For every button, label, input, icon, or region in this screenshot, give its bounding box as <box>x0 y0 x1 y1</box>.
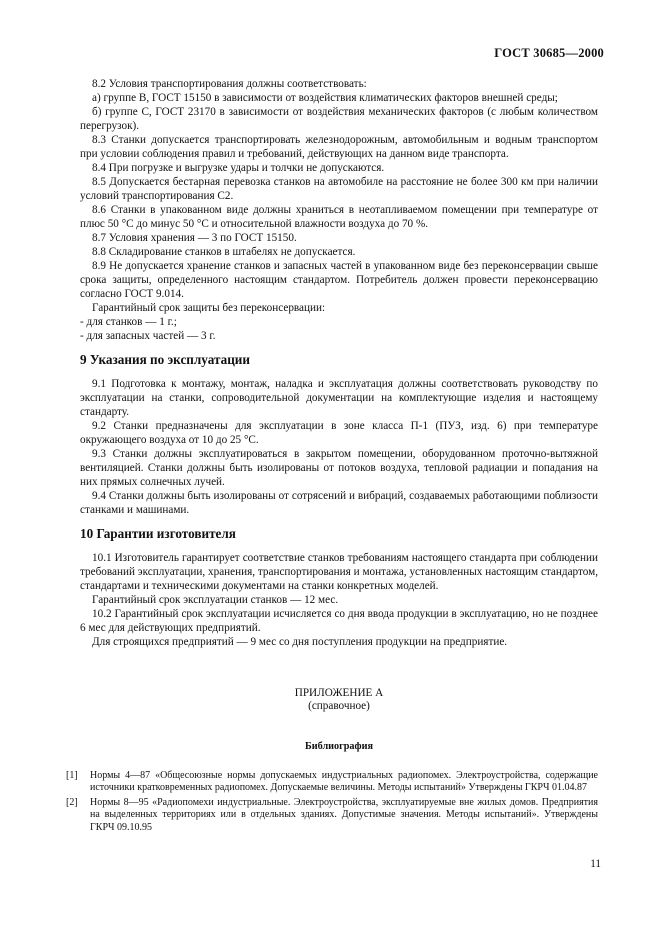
page-content <box>66 77 598 836</box>
paragraph-8-2-a: а) группе В, ГОСТ 15150 в зависимости от воздействия климатических факторов внешней среды; <box>92 92 558 104</box>
paragraph-10-2: 10.2 Гарантийный срок эксплуатации исчисляется со дня ввода продукции в эксплуатацию, но не позднее 6 мес для действующих предприятий. <box>80 608 598 634</box>
bibliography-text: Нормы 8—95 «Радиопомехи индустриальные. Электроустройства, эксплуатируемые вне жилых домов. Предприятия на выделенных территориях или в отдельных зданиях. Допустимые значения. Методы испытаний». Утверждены ГКРЧ 09.10.95 <box>90 796 598 833</box>
paragraph-8-5: 8.5 Допускается бестарная перевозка станков на автомобиле на расстояние не более 300 км при наличии условий транспортирования С2. <box>80 176 598 202</box>
bibliography-entry <box>66 770 598 795</box>
paragraph-10-1: 10.1 Изготовитель гарантирует соответствие станков требованиям настоящего стандарта при соблюдении требований эксплуатации, хранения, транспортирования и монтажа, установленных настоящим стандартом, стандартами и техническими документами на станки конкретных моделей. <box>80 552 598 592</box>
list-item: - для запасных частей — 3 г. <box>80 330 216 342</box>
paragraph-9-2: 9.2 Станки предназначены для эксплуатации в зоне класса П-1 (ПУЗ, изд. 6) при температуре окружающего воздуха от 10 до 25 °С. <box>80 420 598 446</box>
standard-header: ГОСТ 30685—2000 <box>494 46 604 60</box>
paragraph-9-4: 9.4 Станки должны быть изолированы от сотрясений и вибраций, создаваемых работающими поблизости станками и машинами. <box>80 490 598 516</box>
bibliography-list <box>66 770 598 834</box>
paragraph-8-2-b: б) группе С, ГОСТ 23170 в зависимости от воздействия механических факторов (с любым количеством перегрузок). <box>80 106 598 132</box>
paragraph-8-7: 8.7 Условия хранения — 3 по ГОСТ 15150. <box>92 232 297 244</box>
bibliography-number: [1] <box>66 770 78 781</box>
paragraph-warranty-operation: Гарантийный срок эксплуатации станков — 12 мес. <box>92 594 339 606</box>
list-item: - для станков — 1 г.; <box>80 316 177 328</box>
paragraph-warranty-protection: Гарантийный срок защиты без переконсервации: <box>92 302 326 314</box>
section-10-title: 10 Гарантии изготовителя <box>80 526 236 541</box>
bibliography-number: [2] <box>66 796 78 808</box>
paragraph-8-6: 8.6 Станки в упакованном виде должны храниться в неотапливаемом помещении при температуре от плюс 50 °С до минус 50 °С и относительной влажности воздуха до 70 %. <box>80 204 598 230</box>
paragraph-8-9: 8.9 Не допускается хранение станков и запасных частей в упакованном виде без переконсервации свыше срока защиты, определенного настоящим стандартом. Потребитель должен провести переконсервацию согласно ГОСТ 9.014. <box>80 260 598 300</box>
paragraph-8-8: 8.8 Складирование станков в штабелях не допускается. <box>92 246 356 258</box>
page-number: 11 <box>590 858 601 870</box>
paragraph-9-1: 9.1 Подготовка к монтажу, монтаж, наладка и эксплуатация должны соответствовать руководству по эксплуатации на станки, сопроводительной документации на комплектующие изделия и настоящему стандарту. <box>80 378 598 418</box>
paragraph-8-2: 8.2 Условия транспортирования должны соответствовать: <box>92 78 367 90</box>
bibliography-entry <box>66 797 598 834</box>
paragraph-new-enterprises: Для строящихся предприятий — 9 мес со дня поступления продукции на предприятие. <box>92 636 508 648</box>
appendix-title: ПРИЛОЖЕНИЕ А <box>294 687 384 699</box>
section-9-title: 9 Указания по эксплуатации <box>80 352 251 367</box>
paragraph-8-4: 8.4 При погрузке и выгрузке удары и толчки не допускаются. <box>92 162 385 174</box>
bibliography-text: Нормы 4—87 «Общесоюзные нормы допускаемых индустриальных радиопомех. Электроустройства, содержащие источники кратковременных радиопомех. Допускаемые величины. Методы испытаний» Утверждены ГКРЧ 01.04.87 <box>90 770 598 794</box>
paragraph-9-3: 9.3 Станки должны эксплуатироваться в закрытом помещении, оборудованном проточно-вытяжной вентиляцией. Станки должны быть изолированы от потоков воздуха, тепловой радиации и попадания на них прямых солнечных лучей. <box>80 448 598 488</box>
bibliography-title: Библиография <box>305 741 373 752</box>
appendix-subtitle: (справочное) <box>308 700 370 712</box>
paragraph-8-3: 8.3 Станки допускается транспортировать железнодорожным, автомобильным и водным транспортом при условии соблюдения правил и требований, действующих на данном виде транспорта. <box>80 134 598 160</box>
